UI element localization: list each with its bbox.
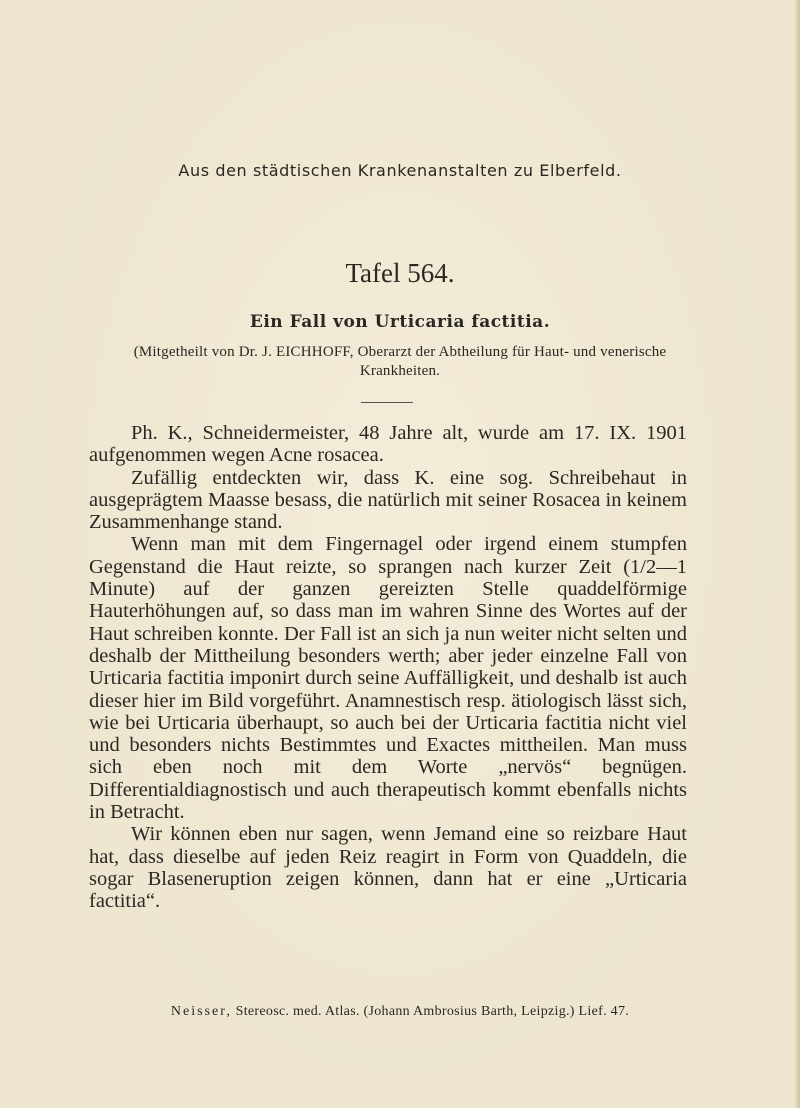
paragraph: Zufällig entdeckten wir, dass K. eine sog. Schreibehaut in ausgeprägtem Maasse besass, die natürlich mit seiner Rosacea in keinem Zusammenhange stand. — [89, 466, 687, 534]
footer-publication: Stereosc. med. Atlas. (Johann Ambrosius Barth, Leipzig.) Lief. 47. — [231, 1004, 630, 1019]
plate-title: Tafel 564. — [345, 258, 455, 288]
author-credit: (Mitgetheilt von Dr. J. EICHHOFF, Oberarzt der Abtheilung für Haut- und venerische Krankheiten. — [133, 344, 667, 379]
article-body — [89, 422, 687, 913]
paragraph: Wenn man mit dem Fingernagel oder irgend einem stumpfen Gegenstand die Haut reizte, so sprangen nach kurzer Zeit (1/2—1 Minute) auf der ganzen gereizten Stelle quaddelförmige Hauterhöhungen auf, so dass man im wahren Sinne des Wortes auf der Haut schreiben konnte. Der Fall ist an sich ja nun weiter nicht selten und deshalb der Mittheilung besonders werth; aber jeder einzelne Fall von Urticaria factitia imponirt durch seine Auffälligkeit, und deshalb ist auch dieser hier im Bild vorgeführt. Anamnestisch resp. ätiologisch lässt sich, wie bei Urticaria überhaupt, so auch bei der Urticaria factitia nicht viel und besonders nichts Bestimmtes und Exactes mittheilen. Man muss sich eben noch mit dem Worte „nervös“ begnügen. Differentialdiagnostisch und auch therapeutisch kommt ebenfalls nichts in Betracht. — [89, 533, 687, 824]
section-divider — [361, 402, 413, 403]
case-title: Ein Fall von Urticaria factitia. — [249, 312, 551, 332]
paragraph: Wir können eben nur sagen, wenn Jemand eine so reizbare Haut hat, dass dieselbe auf jeden Reiz reagirt in Form von Quaddeln, die sogar Blaseneruption zeigen können, dann hat er eine „Urticaria factitia“. — [89, 823, 687, 913]
institution-heading: Aus den städtischen Krankenanstalten zu Elberfeld. — [178, 161, 622, 180]
page-footer — [0, 1004, 800, 1020]
footer-author: Neisser, — [170, 1004, 232, 1019]
paragraph: Ph. K., Schneidermeister, 48 Jahre alt, wurde am 17. IX. 1901 aufgenommen wegen Acne rosacea. — [89, 422, 687, 467]
